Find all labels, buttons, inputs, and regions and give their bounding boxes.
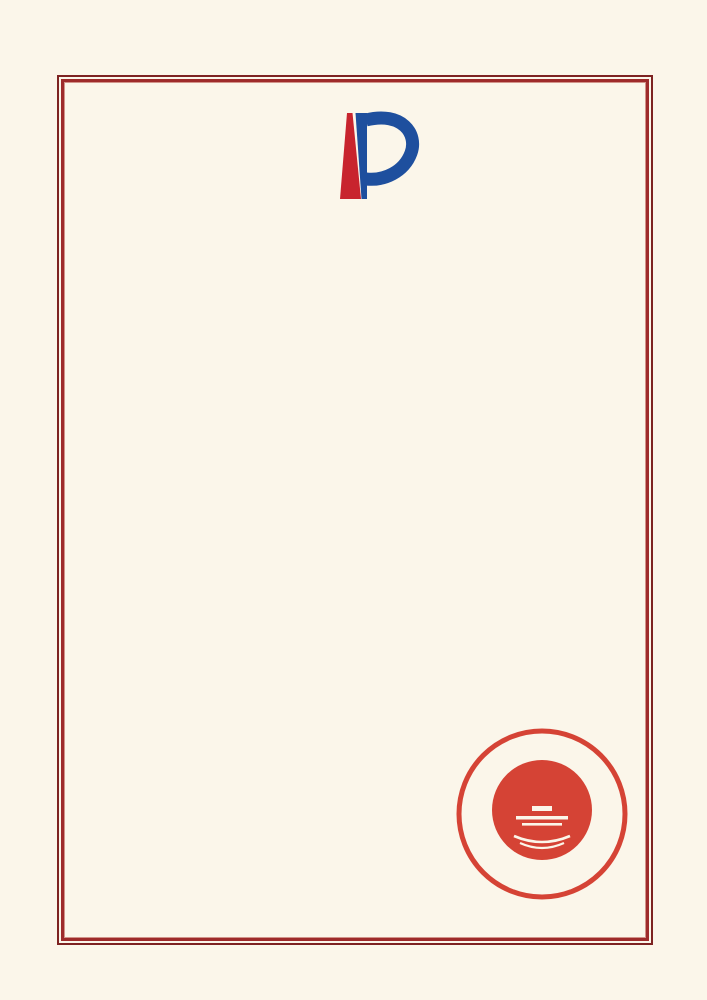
- certificate-number-line: [95, 116, 99, 134]
- corner-flourish-left-icon: [55, 842, 165, 946]
- barcode-icon: [55, 946, 241, 984]
- qr-code-icon: [542, 124, 602, 184]
- cnipa-logo-icon: [283, 110, 423, 202]
- qr-block: [530, 124, 614, 197]
- official-seal-icon: [452, 724, 632, 904]
- national-emblem-icon: [492, 760, 592, 860]
